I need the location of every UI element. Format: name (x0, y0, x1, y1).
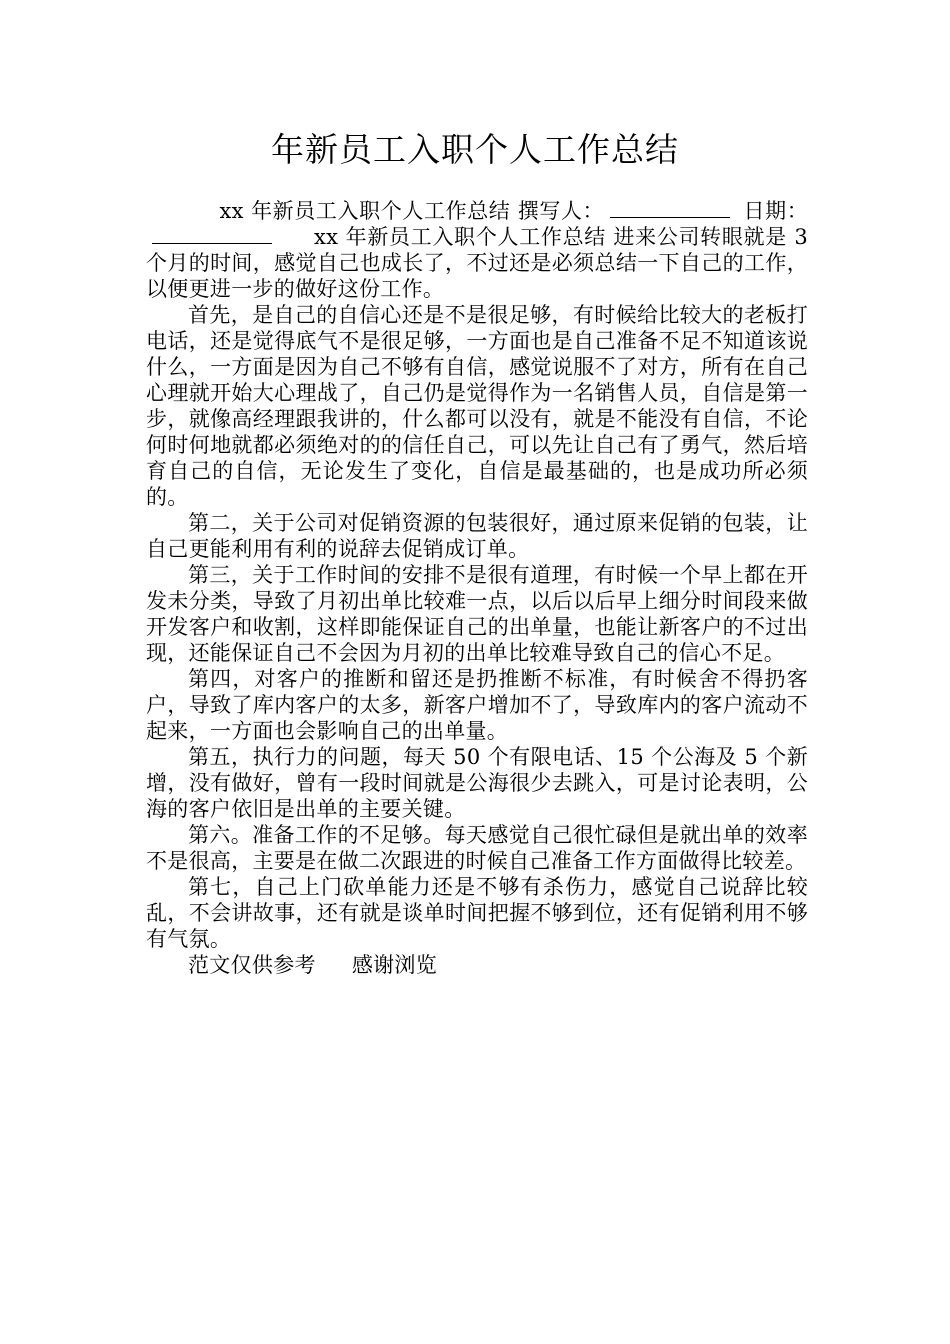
document-body (146, 198, 808, 978)
footer-note-thanks: 感谢浏览 (351, 953, 438, 977)
doc-name-repeat: xx 年新员工入职个人工作总结 (314, 225, 607, 249)
author-blank-line (610, 199, 730, 218)
footer-note-reference: 范文仅供参考 (188, 953, 316, 977)
body-paragraph-2: 第二，关于公司对促销资源的包装很好，通过原来促销的包装，让自己更能利用有利的说辞去促销成订单。 (146, 511, 808, 561)
body-paragraph-1: 首先，是自己的自信心还是不是很足够，有时候给比较大的老板打电话，还是觉得底气不是很足够，一方面也是自己准备不足不知道该说什么，一方面是因为自己不够有自信，感觉说服不了对方，所有在自己心理就开始大心理战了，自己仍是觉得作为一名销售人员，自信是第一步，就像高经理跟我讲的，什么都可以没有，就是不能没有自信，不论何时何地就都必须绝对的的信任自己，可以先让自己有了勇气，然后培育自己的自信，无论发生了变化，自信是最基础的，也是成功所必须的。 (146, 303, 808, 509)
intro-text: 进来公司转眼就是 3 个月的时间，感觉自己也成长了，不过还是必须总结一下自己的工作，以便更进一步的做好这份工作。 (146, 225, 808, 301)
doc-name: xx 年新员工入职个人工作总结 (219, 199, 511, 223)
footer-note (146, 952, 808, 978)
date-blank-line (152, 225, 272, 244)
body-paragraph-6: 第六。准备工作的不足够。每天感觉自己很忙碌但是就出单的效率不是很高，主要是在做二次跟进的时候自己准备工作方面做得比较差。 (146, 823, 808, 873)
date-label: 日期： (743, 199, 808, 223)
body-paragraph-3: 第三，关于工作时间的安排不是很有道理，有时候一个早上都在开发未分类，导致了月初出单比较难一点，以后以后早上细分时间段来做开发客户和收割，这样即能保证自己的出单量，也能让新客户的不过出现，还能保证自己不会因为月初的出单比较难导致自己的信心不足。 (146, 563, 808, 665)
document-title: 年新员工入职个人工作总结 (271, 130, 679, 169)
body-paragraph-4: 第四，对客户的推断和留还是扔推断不标准，有时候舍不得扔客户，导致了库内客户的太多，新客户增加不了，导致库内的客户流动不起来，一方面也会影响自己的出单量。 (146, 667, 808, 743)
body-paragraph-7: 第七，自己上门砍单能力还是不够有杀伤力，感觉自己说辞比较乱，不会讲故事，还有就是谈单时间把握不够到位，还有促销利用不够有气氛。 (146, 875, 808, 951)
header-paragraph (146, 198, 808, 302)
author-label: 撰写人： (517, 199, 605, 223)
body-paragraph-5: 第五，执行力的问题，每天 50 个有限电话、15 个公海及 5 个新增，没有做好，曾有一段时间就是公海很少去跳入，可是讨论表明，公海的客户依旧是出单的主要关键。 (146, 745, 808, 821)
